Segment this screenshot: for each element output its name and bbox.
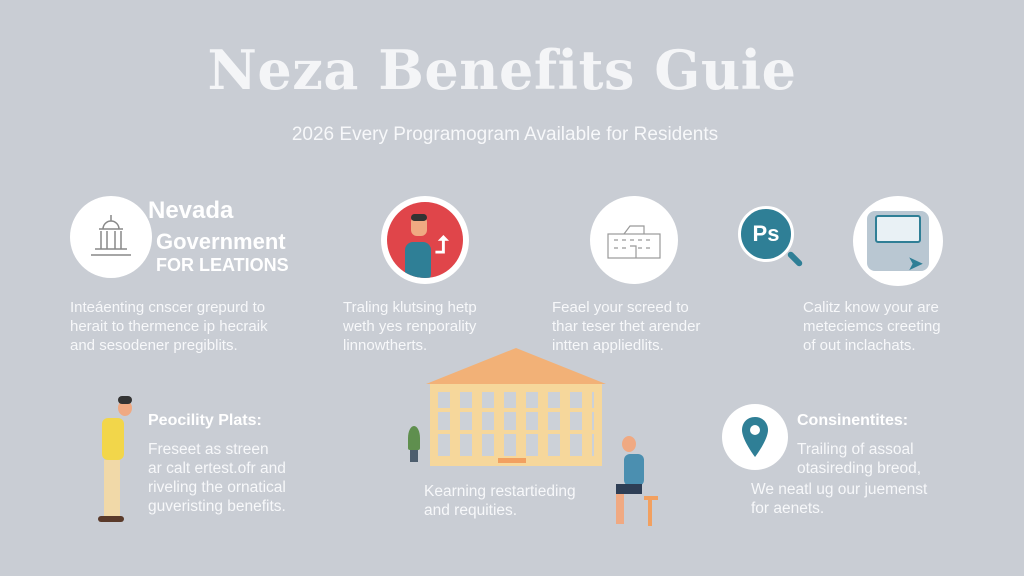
card-text [70, 298, 268, 355]
text-line: for aenets. [751, 500, 825, 517]
ps-label: Ps [738, 206, 794, 262]
text-line: weth yes renporality [343, 318, 477, 335]
section-text [797, 440, 921, 478]
person-arrow-icon: ⮥ [381, 196, 469, 284]
card-heading-line: FOR LEATIONS [156, 255, 289, 275]
text-line: Kearning restartieding [424, 483, 576, 500]
text-line: ar calt ertest.ofr and [148, 460, 286, 477]
capitol-building-icon [70, 196, 152, 278]
text-line: and sesodener pregiblits. [70, 337, 238, 354]
text-line: linnowtherts. [343, 337, 428, 354]
section-text [148, 440, 286, 516]
text-line: Traling klutsing hetp [343, 299, 477, 316]
text-line: of out inclachats. [803, 337, 916, 354]
section-text [424, 482, 576, 520]
building-illustration [426, 348, 606, 468]
ps-magnifier-icon [738, 206, 802, 272]
page-subtitle: 2026 Every Programogram Available for Residents [291, 124, 719, 145]
text-line: thar teser thet arender [552, 318, 701, 335]
text-line: Feael your screed to [552, 299, 689, 316]
kiosk-screen-icon: ➤ [853, 196, 943, 286]
text-line: Trailing of assoal [797, 441, 914, 458]
text-line: meteciemcs creeting [803, 318, 941, 335]
text-line: herait to thermence ip hecraik [70, 318, 268, 335]
card-text [552, 298, 700, 355]
text-line: Calitz know your are [803, 299, 939, 316]
text-line: otasireding breod, [797, 460, 922, 477]
text-line: and requities. [424, 502, 518, 519]
location-pin-icon [722, 404, 788, 470]
standing-person-illustration [96, 396, 136, 526]
card-text [803, 298, 941, 355]
text-line: riveling the ornatical [148, 479, 286, 496]
text-line: intten appliedlits. [552, 337, 664, 354]
card-heading-line: Nevada [148, 197, 234, 224]
office-building-icon [590, 196, 678, 284]
section-text [751, 480, 927, 518]
page-title: Neza Benefits Guie [207, 38, 797, 102]
text-line: We neatl ug our juemenst [751, 481, 928, 498]
card-heading-line: Government [156, 229, 286, 254]
section-heading: Peocility Plats: [148, 412, 262, 429]
text-line: Freseet as streen [148, 441, 269, 458]
text-line: Inteáenting cnscer grepurd to [70, 299, 266, 316]
plant-icon [406, 426, 422, 464]
card-text [343, 298, 477, 355]
section-heading: Consinentites: [797, 412, 909, 429]
text-line: guveristing benefits. [148, 498, 286, 515]
sitting-person-illustration [608, 436, 664, 532]
